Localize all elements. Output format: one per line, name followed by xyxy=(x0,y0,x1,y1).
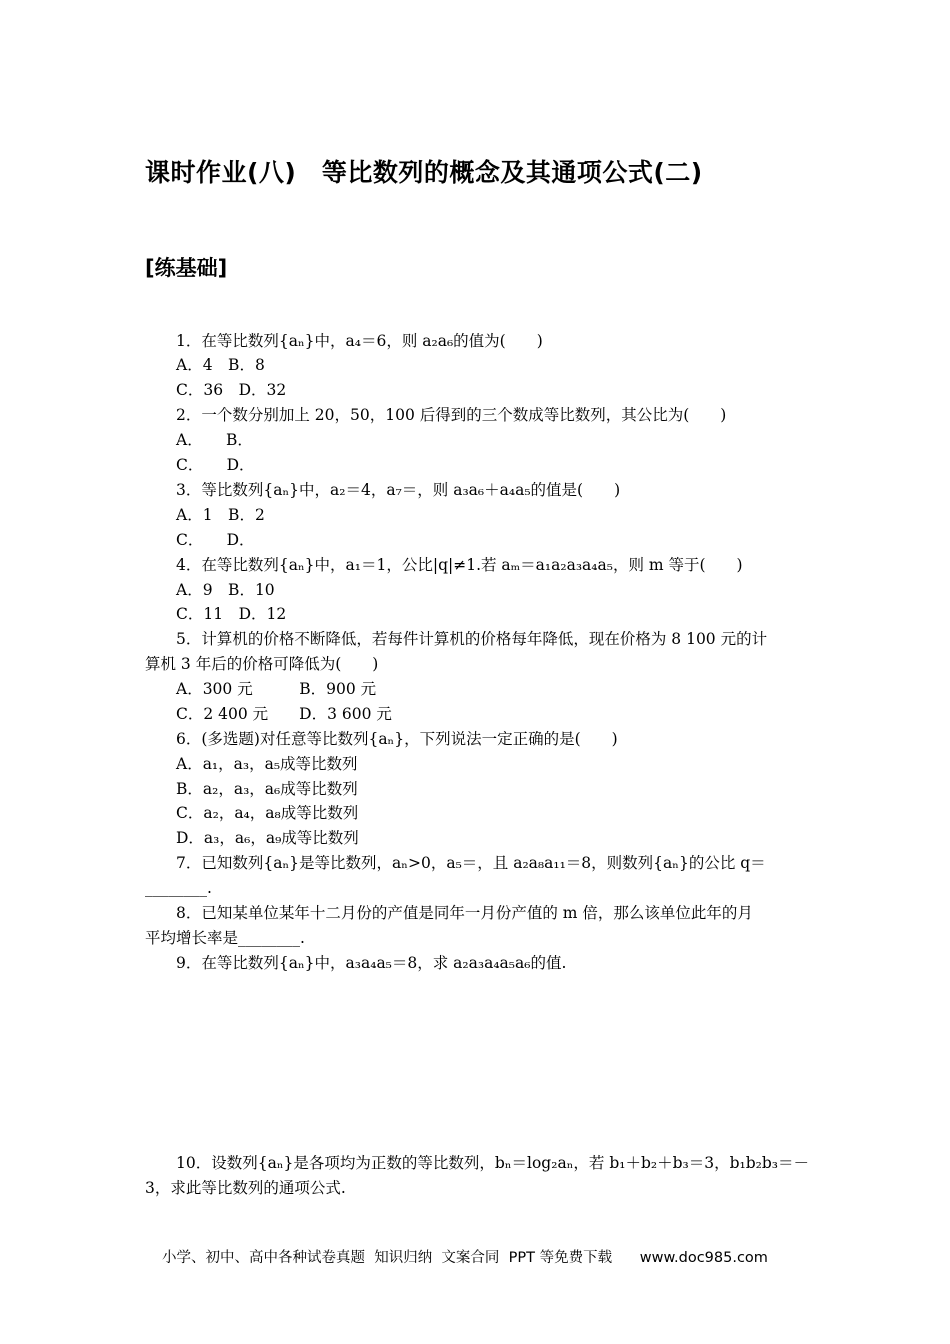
q10-stem-line1: 10．设数列{aₙ}是各项均为正数的等比数列，bₙ＝log₂aₙ，若 b₁＋b₂＋b₃＝3，b₁b₂b₃＝－ xyxy=(176,1154,809,1172)
page-title: 课时作业(八) 等比数列的概念及其通项公式(二) xyxy=(145,158,703,187)
q4-options-cd: C．11 D．12 xyxy=(176,605,287,623)
q5-stem-line1: 5．计算机的价格不断降低，若每件计算机的价格每年降低，现在价格为 8 100 元的计 xyxy=(176,630,768,648)
q10-stem-line2: 3，求此等比数列的通项公式. xyxy=(145,1179,346,1197)
q7-stem-line2: ________. xyxy=(145,879,212,897)
q5-options-cd: C．2 400 元 D．3 600 元 xyxy=(176,705,392,723)
q9-stem: 9．在等比数列{aₙ}中，a₃a₄a₅＝8，求 a₂a₃a₄a₅a₆的值. xyxy=(176,954,567,972)
q4-options-ab: A．9 B．10 xyxy=(176,581,275,599)
q2-stem: 2．一个数分别加上 20，50，100 后得到的三个数成等比数列，其公比为( ) xyxy=(176,406,727,424)
q5-stem-line2: 算机 3 年后的价格可降低为( ) xyxy=(145,655,379,673)
q6-option-c: C．a₂，a₄，a₈成等比数列 xyxy=(176,804,359,822)
q1-options-ab: A．4 B．8 xyxy=(176,356,265,374)
q4-stem: 4．在等比数列{aₙ}中，a₁＝1，公比|q|≠1.若 aₘ＝a₁a₂a₃a₄a₅，则 m 等于( ) xyxy=(176,556,743,574)
q8-stem-line2: 平均增长率是________. xyxy=(145,929,305,947)
q6-option-d: D．a₃，a₆，a₉成等比数列 xyxy=(176,829,359,847)
q6-stem: 6．(多选题)对任意等比数列{aₙ}，下列说法一定正确的是( ) xyxy=(176,730,618,748)
q8-stem-line1: 8．已知某单位某年十二月份的产值是同年一月份产值的 m 倍，那么该单位此年的月 xyxy=(176,904,753,922)
footer-text: 小学、初中、高中各种试卷真题 知识归纳 文案合同 PPT 等免费下载 www.doc985.com xyxy=(162,1250,768,1266)
q2-options-cd: C． D． xyxy=(176,456,255,474)
q6-option-b: B．a₂，a₃，a₆成等比数列 xyxy=(176,780,358,798)
q3-stem: 3．等比数列{aₙ}中，a₂＝4，a₇＝，则 a₃a₆＋a₄a₅的值是( ) xyxy=(176,481,621,499)
q2-options-ab: A． B． xyxy=(176,431,253,449)
q6-option-a: A．a₁，a₃，a₅成等比数列 xyxy=(176,755,358,773)
q5-options-ab: A．300 元 B．900 元 xyxy=(176,680,377,698)
q7-stem-line1: 7．已知数列{aₙ}是等比数列，aₙ>0，a₅＝，且 a₂a₈a₁₁＝8，则数列{aₙ}的公比 q＝ xyxy=(176,854,766,872)
q3-options-cd: C． D． xyxy=(176,531,255,549)
q1-stem: 1．在等比数列{aₙ}中，a₄＝6，则 a₂a₆的值为( ) xyxy=(176,332,543,350)
q1-options-cd: C．36 D．32 xyxy=(176,381,287,399)
q3-options-ab: A．1 B．2 xyxy=(176,506,265,524)
section-heading: [练基础] xyxy=(145,256,228,280)
